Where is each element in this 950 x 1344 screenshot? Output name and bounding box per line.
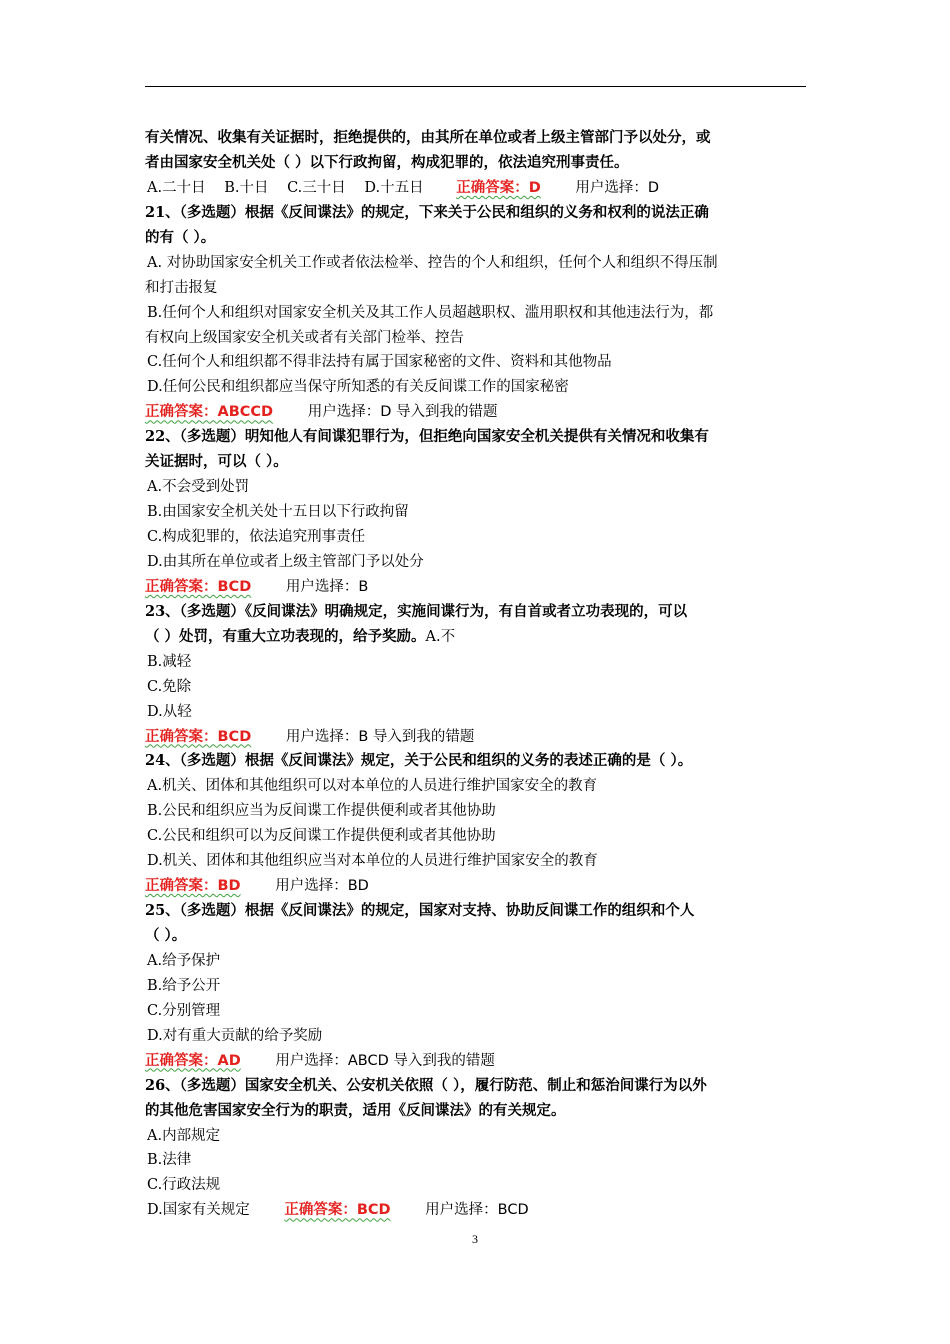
answer-row (145, 400, 809, 425)
option-answer-row (145, 1198, 809, 1223)
option: D.任何公民和组织都应当保守所知悉的有关反间谍工作的国家秘密 (147, 379, 569, 396)
answer-row (145, 725, 809, 750)
question-text: 的其他危害国家安全行为的职责，适用《反间谍法》的有关规定。 (145, 1101, 566, 1119)
option: B.由国家安全机关处十五日以下行政拘留 (147, 504, 409, 521)
option: D.十五日 (364, 179, 424, 196)
question-text: （ ）。 (145, 927, 187, 944)
option: A.机关、团体和其他组织可以对本单位的人员进行维护国家安全的教育 (147, 778, 598, 795)
correct-answer: 正确答案：BD (145, 878, 241, 895)
option: C.任何个人和组织都不得非法持有属于国家秘密的文件、资料和其他物品 (147, 354, 612, 371)
document-body (145, 126, 809, 1223)
header-rule (145, 86, 806, 87)
question-text: 者由国家安全机关处（ ）以下行政拘留，构成犯罪的，依法追究刑事责任。 (145, 153, 629, 171)
answer-row (145, 1049, 809, 1074)
option: A.二十日 (147, 179, 206, 196)
question-text: 26、（多选题）国家安全机关、公安机关依照（ ），履行防范、制止和惩治间谍行为以外 (145, 1076, 707, 1094)
option: C.行政法规 (147, 1177, 221, 1194)
option: C.构成犯罪的，依法追究刑事责任 (147, 529, 366, 545)
answer-row (145, 874, 809, 899)
option: A.不 (425, 628, 456, 645)
option: B.十日 (224, 179, 269, 196)
option: C.分别管理 (147, 1002, 221, 1019)
option: A.不会受到处罚 (147, 479, 250, 496)
option: B.法律 (147, 1152, 192, 1169)
option: C.公民和组织可以为反间谍工作提供便利或者其他协助 (147, 828, 496, 845)
option: C.三十日 (287, 179, 346, 196)
option: B.给予公开 (147, 977, 221, 994)
option: A.给予保护 (147, 952, 221, 969)
question-text: 的有（ ）。 (145, 228, 216, 246)
question-text: 25、（多选题）根据《反间谍法》的规定，国家对支持、协助反间谍工作的组织和个人 (145, 902, 695, 920)
user-choice: 用户选择：BD (275, 878, 369, 895)
option: D.国家有关规定 (147, 1202, 250, 1219)
options-answer-row (145, 176, 809, 201)
user-choice: 用户选择：BCD (425, 1202, 529, 1219)
question-text: 22、（多选题）明知他人有间谍犯罪行为，但拒绝向国家安全机关提供有关情况和收集有 (145, 428, 709, 446)
correct-answer: 正确答案：ABCCD (145, 404, 274, 421)
option: A. 对协助国家安全机关工作或者依法检举、控告的个人和组织，任何个人和组织不得压制 (147, 254, 718, 271)
user-choice: 用户选择：D (575, 179, 660, 196)
option: A.内部规定 (147, 1127, 221, 1144)
question-text: 23、（多选题）《反间谍法》明确规定，实施间谍行为，有自首或者立功表现的，可以 (145, 602, 688, 620)
question-text: （ ）处罚，有重大立功表现的，给予奖励。 (145, 627, 426, 645)
correct-answer: 正确答案：BCD (284, 1202, 391, 1219)
page-number: 3 (472, 1232, 478, 1246)
option: C.免除 (147, 678, 192, 695)
correct-answer: 正确答案：AD (145, 1052, 241, 1069)
correct-answer: 正确答案：BCD (145, 578, 252, 595)
user-choice: 用户选择：B (285, 578, 369, 595)
question-text: 21、（多选题）根据《反间谍法》的规定，下来关于公民和组织的义务和权利的说法正确 (145, 203, 709, 221)
option: D.机关、团体和其他组织应当对本单位的人员进行维护国家安全的教育 (147, 853, 598, 870)
option: D.对有重大贡献的给予奖励 (147, 1027, 323, 1044)
question-text-row (145, 625, 809, 650)
option: B.减轻 (147, 653, 192, 670)
correct-answer: 正确答案：BCD (145, 728, 252, 745)
question-text: 关证据时，可以（ ）。 (145, 453, 288, 471)
correct-answer: 正确答案：D (456, 179, 541, 196)
option: 有权向上级国家安全机关或者有关部门检举、控告 (145, 329, 464, 346)
option: D.从轻 (147, 703, 192, 720)
question-text: 有关情况、收集有关证据时，拒绝提供的，由其所在单位或者上级主管部门予以处分，或 (145, 129, 711, 146)
answer-row (145, 575, 809, 600)
user-choice[interactable]: 用户选择：B 导入到我的错题 (285, 728, 475, 745)
option: B.公民和组织应当为反间谍工作提供便利或者其他协助 (147, 803, 496, 820)
user-choice[interactable]: 用户选择：ABCD 导入到我的错题 (275, 1052, 495, 1069)
question-text: 24、（多选题）根据《反间谍法》规定，关于公民和组织的义务的表述正确的是（ ）。 (145, 752, 693, 770)
option: B.任何个人和组织对国家安全机关及其工作人员超越职权、滥用职权和其他违法行为，都 (147, 304, 714, 321)
user-choice[interactable]: 用户选择：D 导入到我的错题 (307, 404, 498, 421)
option: D.由其所在单位或者上级主管部门予以处分 (147, 553, 424, 570)
option: 和打击报复 (145, 279, 218, 296)
